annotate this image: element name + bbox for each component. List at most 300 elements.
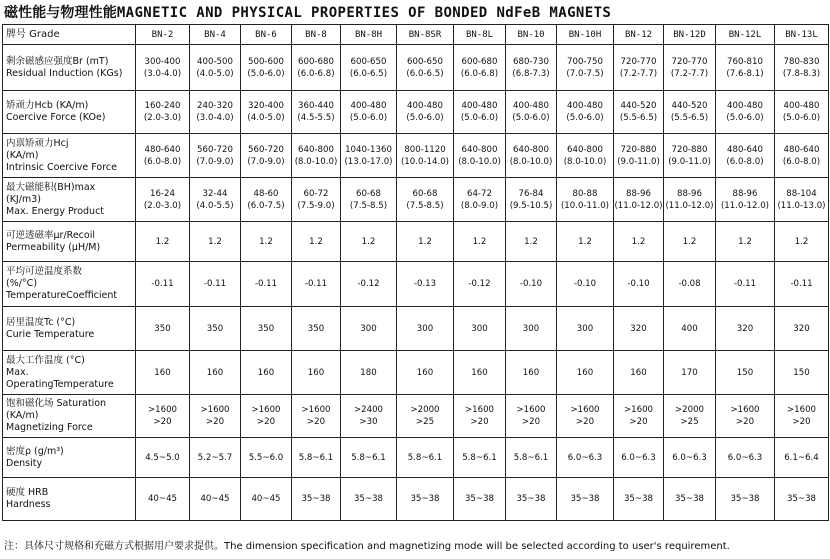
value-cell bbox=[506, 178, 557, 222]
value-primary: 360-440 bbox=[298, 101, 334, 111]
value-primary: -0.10 bbox=[627, 279, 650, 289]
value-primary: 400-480 bbox=[727, 101, 763, 111]
value-primary: 240-320 bbox=[197, 101, 233, 111]
value-cell bbox=[664, 438, 716, 478]
value-cell bbox=[614, 438, 664, 478]
value-secondary: (5.0-6.0) bbox=[566, 113, 604, 123]
value-primary: 300 bbox=[471, 323, 488, 334]
value-cell bbox=[775, 134, 829, 178]
property-label bbox=[3, 438, 136, 478]
value-primary: -0.12 bbox=[468, 279, 491, 289]
value-primary: >2000 bbox=[410, 405, 440, 415]
value-primary: 350 bbox=[307, 323, 325, 334]
property-label bbox=[3, 91, 136, 134]
value-cell bbox=[454, 351, 506, 395]
value-primary: 640-800 bbox=[461, 144, 498, 155]
value-primary: 350 bbox=[257, 323, 275, 334]
value-secondary: (13.0-17.0) bbox=[344, 156, 393, 167]
value-primary: -0.10 bbox=[519, 279, 543, 289]
value-primary: 76-84 bbox=[518, 188, 544, 199]
value-cell bbox=[136, 351, 190, 395]
value-primary: 160 bbox=[522, 367, 540, 378]
table-row bbox=[3, 262, 829, 307]
property-label-en: OperatingTemperature bbox=[6, 378, 114, 390]
value-primary: 480-640 bbox=[144, 144, 181, 155]
property-label-en: TemperatureCoefficient bbox=[6, 290, 118, 301]
value-primary: 60-68 bbox=[356, 188, 381, 199]
grade-header-cell: BN-13L bbox=[775, 25, 829, 45]
value-secondary: (7.0-9.0) bbox=[196, 156, 234, 167]
value-primary: 35~38 bbox=[786, 494, 817, 504]
value-primary: 40~45 bbox=[147, 494, 178, 504]
value-primary: 160 bbox=[307, 367, 325, 378]
value-cell bbox=[397, 395, 454, 438]
value-cell bbox=[716, 351, 775, 395]
table-row bbox=[3, 45, 829, 91]
value-primary: 720-770 bbox=[671, 56, 708, 67]
value-cell bbox=[292, 222, 341, 262]
property-label-en: Residual Induction (KGs) bbox=[6, 67, 123, 79]
value-primary: 5.8~6.1 bbox=[462, 452, 497, 463]
value-primary: 400-480 bbox=[461, 101, 498, 111]
value-cell bbox=[614, 91, 664, 134]
value-secondary: (8.0-10.0) bbox=[294, 156, 338, 167]
property-label bbox=[3, 262, 136, 307]
table-row bbox=[3, 134, 829, 178]
value-cell bbox=[136, 91, 190, 134]
value-primary: 1.2 bbox=[682, 236, 697, 247]
value-primary: 400-480 bbox=[567, 101, 603, 111]
value-cell bbox=[506, 134, 557, 178]
value-primary: 6.0~6.3 bbox=[567, 452, 603, 463]
value-primary: >2400 bbox=[353, 405, 384, 415]
property-label-unit: (KA/m) bbox=[6, 149, 39, 161]
value-secondary: (7.5-8.5) bbox=[406, 200, 444, 211]
value-cell bbox=[292, 45, 341, 91]
value-primary: 800-1120 bbox=[404, 144, 446, 155]
value-cell bbox=[716, 262, 775, 307]
value-cell bbox=[614, 45, 664, 91]
value-primary: 680-730 bbox=[513, 56, 549, 67]
value-cell bbox=[716, 134, 775, 178]
value-primary: 5.8~6.1 bbox=[513, 452, 549, 463]
value-cell bbox=[241, 351, 292, 395]
value-cell bbox=[136, 45, 190, 91]
value-primary: 640-800 bbox=[298, 144, 334, 155]
value-primary: 150 bbox=[793, 367, 810, 378]
value-secondary: (11.0-12.0) bbox=[614, 200, 663, 211]
value-primary: 35~38 bbox=[623, 494, 654, 504]
value-primary: 400-480 bbox=[407, 101, 443, 111]
value-primary: 160 bbox=[416, 367, 434, 378]
value-primary: 1040-1360 bbox=[345, 144, 392, 155]
value-secondary: (5.0-6.0) bbox=[406, 113, 444, 123]
value-primary: -0.11 bbox=[254, 279, 278, 289]
value-cell bbox=[664, 134, 716, 178]
value-cell bbox=[136, 307, 190, 351]
value-cell bbox=[397, 351, 454, 395]
value-cell bbox=[292, 395, 341, 438]
value-primary: 560-720 bbox=[248, 144, 284, 155]
value-primary: 720-880 bbox=[620, 144, 657, 155]
value-primary: 5.8~6.1 bbox=[407, 452, 443, 463]
value-cell bbox=[614, 222, 664, 262]
value-primary: 40~45 bbox=[200, 494, 230, 504]
value-primary: 5.2~5.7 bbox=[197, 452, 233, 463]
value-cell bbox=[454, 395, 506, 438]
value-cell bbox=[190, 351, 241, 395]
value-secondary: (6.0-8.0) bbox=[782, 156, 821, 167]
value-primary: 5.8~6.1 bbox=[351, 452, 386, 463]
grade-header-cell: BN-6 bbox=[241, 25, 292, 45]
value-cell bbox=[557, 91, 614, 134]
value-primary: 180 bbox=[360, 367, 377, 378]
value-cell bbox=[716, 91, 775, 134]
property-label-en: Coercive Force (KOe) bbox=[6, 112, 106, 123]
value-cell bbox=[292, 262, 341, 307]
value-secondary: >20 bbox=[521, 417, 541, 427]
value-cell bbox=[664, 91, 716, 134]
value-cell bbox=[664, 262, 716, 307]
value-secondary: >25 bbox=[680, 417, 699, 427]
value-cell bbox=[341, 134, 397, 178]
value-cell bbox=[557, 307, 614, 351]
property-label-unit: (%/°C) bbox=[6, 278, 38, 289]
value-cell bbox=[557, 351, 614, 395]
value-primary: 160 bbox=[576, 367, 594, 378]
value-cell bbox=[136, 438, 190, 478]
value-primary: 400-500 bbox=[197, 56, 233, 67]
value-primary: 300 bbox=[522, 323, 540, 334]
table-row bbox=[3, 307, 829, 351]
value-cell bbox=[506, 262, 557, 307]
value-cell bbox=[557, 395, 614, 438]
value-primary: 350 bbox=[154, 323, 171, 334]
value-primary: 440-520 bbox=[620, 101, 657, 111]
value-cell bbox=[190, 478, 241, 521]
value-primary: -0.12 bbox=[357, 279, 380, 289]
value-primary: -0.13 bbox=[413, 279, 437, 289]
value-cell bbox=[454, 262, 506, 307]
value-cell bbox=[614, 178, 664, 222]
value-primary: 480-640 bbox=[727, 144, 763, 155]
grade-header-cell: BN-12 bbox=[614, 25, 664, 45]
value-primary: 160-240 bbox=[144, 101, 181, 111]
value-cell bbox=[136, 395, 190, 438]
value-secondary: (4.0-5.0) bbox=[247, 113, 285, 123]
value-cell bbox=[241, 478, 292, 521]
value-cell bbox=[716, 307, 775, 351]
property-label-zh: 可逆透磁率μr/Recoil bbox=[6, 229, 95, 241]
value-primary: 6.0~6.3 bbox=[727, 452, 763, 463]
value-cell bbox=[292, 178, 341, 222]
value-secondary: >20 bbox=[575, 417, 595, 427]
grade-header-cell: BN-8 bbox=[292, 25, 341, 45]
value-primary: 600-680 bbox=[461, 56, 498, 67]
value-secondary: >20 bbox=[256, 417, 276, 427]
value-primary: 88-104 bbox=[786, 188, 817, 199]
property-label-zh: 最大磁能积(BH)max bbox=[6, 181, 96, 193]
property-label-zh: 最大工作温度 (°C) bbox=[6, 354, 85, 366]
value-primary: 35~38 bbox=[353, 494, 384, 504]
value-primary: 1.2 bbox=[794, 236, 809, 247]
value-secondary: (6.0-8.0) bbox=[143, 156, 182, 167]
value-secondary: >30 bbox=[359, 417, 378, 427]
grade-header-cell: BN-8SR bbox=[397, 25, 454, 45]
value-cell bbox=[716, 178, 775, 222]
value-secondary: (2.0-3.0) bbox=[143, 200, 182, 211]
value-cell bbox=[341, 222, 397, 262]
value-secondary: (6.0-6.8) bbox=[460, 68, 499, 79]
value-cell bbox=[506, 91, 557, 134]
value-secondary: (9.0-11.0) bbox=[617, 156, 660, 167]
value-primary: 320 bbox=[793, 323, 810, 334]
value-cell bbox=[775, 395, 829, 438]
value-primary: 1.2 bbox=[472, 236, 487, 247]
value-cell bbox=[241, 262, 292, 307]
value-primary: >1600 bbox=[464, 405, 495, 415]
value-primary: 1.2 bbox=[155, 236, 170, 247]
value-cell bbox=[190, 307, 241, 351]
value-secondary: (4.5-5.5) bbox=[297, 113, 335, 123]
value-primary: 48-60 bbox=[253, 188, 279, 199]
value-cell bbox=[397, 134, 454, 178]
value-primary: 440-520 bbox=[671, 101, 708, 111]
value-secondary: >25 bbox=[415, 417, 435, 427]
value-primary: 170 bbox=[681, 367, 698, 378]
value-secondary: (4.0-5.0) bbox=[196, 68, 234, 79]
value-cell bbox=[397, 307, 454, 351]
value-cell bbox=[775, 91, 829, 134]
property-label bbox=[3, 45, 136, 91]
value-primary: >1600 bbox=[147, 405, 178, 415]
value-secondary: (4.0-5.5) bbox=[196, 200, 234, 211]
value-cell bbox=[716, 438, 775, 478]
grade-header-cell: BN-10H bbox=[557, 25, 614, 45]
value-secondary: (6.8-7.3) bbox=[512, 68, 550, 79]
value-cell bbox=[136, 178, 190, 222]
property-label-zh: 平均可逆温度系数 bbox=[6, 266, 83, 277]
value-cell bbox=[190, 395, 241, 438]
value-secondary: (7.8-8.3) bbox=[782, 68, 821, 79]
value-cell bbox=[716, 222, 775, 262]
value-cell bbox=[241, 307, 292, 351]
value-primary: 600-650 bbox=[350, 56, 387, 67]
value-primary: 16-24 bbox=[150, 188, 175, 199]
value-cell bbox=[775, 438, 829, 478]
value-primary: 6.0~6.3 bbox=[672, 452, 707, 463]
value-cell bbox=[341, 351, 397, 395]
value-cell bbox=[341, 307, 397, 351]
value-cell bbox=[557, 438, 614, 478]
value-secondary: (5.0-6.0) bbox=[460, 113, 499, 123]
value-cell bbox=[341, 478, 397, 521]
property-label-zh: 硬度 HRB bbox=[6, 487, 49, 498]
value-primary: 720-770 bbox=[620, 56, 657, 67]
value-primary: 35~38 bbox=[730, 494, 760, 504]
value-cell bbox=[614, 478, 664, 521]
value-cell bbox=[506, 438, 557, 478]
value-secondary: (7.0-9.0) bbox=[247, 156, 285, 167]
value-primary: 160 bbox=[630, 367, 647, 378]
value-cell bbox=[664, 222, 716, 262]
value-secondary: (11.0-12.0) bbox=[720, 200, 770, 211]
table-row bbox=[3, 351, 829, 395]
value-primary: -0.11 bbox=[304, 279, 328, 289]
value-cell bbox=[341, 45, 397, 91]
grade-header-cell: BN-12D bbox=[664, 25, 716, 45]
value-cell bbox=[190, 91, 241, 134]
value-secondary: (10.0-11.0) bbox=[560, 200, 610, 211]
value-cell bbox=[190, 438, 241, 478]
value-primary: 160 bbox=[206, 367, 224, 378]
value-cell bbox=[506, 222, 557, 262]
value-primary: 1.2 bbox=[309, 236, 323, 247]
value-secondary: (7.5-8.5) bbox=[349, 200, 388, 211]
value-primary: 160 bbox=[257, 367, 275, 378]
value-primary: 160 bbox=[154, 367, 171, 378]
property-label-unit: Max. bbox=[6, 366, 29, 378]
value-secondary: >20 bbox=[470, 417, 489, 427]
value-primary: 1.2 bbox=[524, 236, 538, 247]
value-secondary: (8.0-10.0) bbox=[509, 156, 553, 167]
property-label-en: Permeability (μH/M) bbox=[6, 241, 101, 253]
value-cell bbox=[506, 351, 557, 395]
property-label-zh: 居里温度Tc (°C) bbox=[6, 316, 76, 328]
value-secondary: >20 bbox=[735, 417, 755, 427]
value-secondary: (5.0-6.0) bbox=[349, 113, 388, 123]
value-secondary: (7.0-7.5) bbox=[566, 68, 604, 79]
value-primary: >1600 bbox=[570, 405, 600, 415]
value-primary: 320 bbox=[630, 323, 647, 334]
value-primary: 5.5~6.0 bbox=[248, 452, 284, 463]
value-secondary: (6.0-6.5) bbox=[406, 68, 444, 79]
value-primary: -0.11 bbox=[790, 279, 813, 289]
property-label-en: Curie Temperature bbox=[6, 328, 95, 340]
value-cell bbox=[241, 91, 292, 134]
value-primary: 150 bbox=[736, 367, 754, 378]
table-row bbox=[3, 395, 829, 438]
value-cell bbox=[341, 178, 397, 222]
value-primary: 400-480 bbox=[350, 101, 387, 111]
value-primary: -0.08 bbox=[678, 279, 701, 289]
value-secondary: (9.0-11.0) bbox=[668, 156, 711, 167]
table-row bbox=[3, 478, 829, 521]
value-cell bbox=[506, 45, 557, 91]
value-cell bbox=[664, 178, 716, 222]
value-secondary: (5.0-6.0) bbox=[782, 113, 821, 123]
value-cell bbox=[506, 478, 557, 521]
value-primary: 640-800 bbox=[513, 144, 549, 155]
value-secondary: >20 bbox=[629, 417, 648, 427]
value-primary: 700-750 bbox=[567, 56, 603, 67]
value-secondary: (8.0-10.0) bbox=[458, 156, 501, 167]
value-primary: 1.2 bbox=[259, 236, 273, 247]
value-primary: >1600 bbox=[516, 405, 546, 415]
value-cell bbox=[775, 178, 829, 222]
value-secondary: (7.2-7.7) bbox=[670, 68, 709, 79]
value-primary: >1600 bbox=[786, 405, 817, 415]
value-cell bbox=[190, 222, 241, 262]
value-primary: 480-640 bbox=[783, 144, 820, 155]
value-primary: 600-680 bbox=[298, 56, 334, 67]
value-primary: 6.0~6.3 bbox=[621, 452, 656, 463]
value-secondary: (9.5-10.5) bbox=[509, 200, 553, 211]
value-primary: 60-72 bbox=[303, 188, 329, 199]
value-primary: 560-720 bbox=[197, 144, 233, 155]
value-cell bbox=[341, 395, 397, 438]
value-primary: -0.11 bbox=[203, 279, 227, 289]
value-secondary: (7.6-8.1) bbox=[726, 68, 764, 79]
property-label bbox=[3, 222, 136, 262]
value-cell bbox=[716, 395, 775, 438]
value-primary: 32-44 bbox=[202, 188, 228, 199]
value-primary: 35~38 bbox=[301, 494, 331, 504]
value-cell bbox=[775, 45, 829, 91]
value-primary: 1.2 bbox=[738, 236, 752, 247]
property-label-zh: 矫顽力Hcb (KA/m) bbox=[6, 100, 89, 111]
value-cell bbox=[292, 478, 341, 521]
value-cell bbox=[557, 222, 614, 262]
value-secondary: (6.0-8.0) bbox=[726, 156, 764, 167]
grade-header-cell: BN-12L bbox=[716, 25, 775, 45]
table-row bbox=[3, 222, 829, 262]
value-primary: 640-800 bbox=[567, 144, 603, 155]
value-primary: 6.1~6.4 bbox=[784, 452, 819, 463]
value-cell bbox=[136, 134, 190, 178]
value-secondary: (2.0-3.0) bbox=[143, 113, 182, 123]
value-cell bbox=[614, 395, 664, 438]
properties-table bbox=[2, 24, 829, 521]
value-primary: 40~45 bbox=[251, 494, 281, 504]
value-primary: 88-96 bbox=[677, 188, 702, 199]
property-label-en: Density bbox=[6, 457, 43, 469]
value-primary: 400-480 bbox=[513, 101, 549, 111]
value-cell bbox=[614, 262, 664, 307]
value-secondary: (5.5-6.5) bbox=[670, 113, 709, 123]
value-primary: >1600 bbox=[623, 405, 654, 415]
value-cell bbox=[506, 395, 557, 438]
value-primary: >2000 bbox=[674, 405, 705, 415]
value-secondary: (5.0-6.0) bbox=[247, 68, 285, 79]
property-label-zh: 饱和磁化场 Saturation bbox=[6, 398, 107, 409]
table-row bbox=[3, 438, 829, 478]
value-primary: 35~38 bbox=[410, 494, 440, 504]
value-primary: 300 bbox=[360, 323, 377, 334]
table-body bbox=[3, 45, 829, 521]
value-primary: 35~38 bbox=[464, 494, 495, 504]
property-label-zh: 剩余磁感应强度Br (mT) bbox=[6, 55, 109, 67]
value-cell bbox=[614, 134, 664, 178]
value-cell bbox=[292, 351, 341, 395]
footnote: 注：具体尺寸规格和充磁方式根据用户要求提供。The dimension specification and magnetizing mode will be selected according to user's requirement. bbox=[4, 541, 730, 552]
value-cell bbox=[506, 307, 557, 351]
property-label-en: Intrinsic Coercive Force bbox=[6, 161, 117, 173]
value-secondary: (5.5-6.5) bbox=[619, 113, 658, 123]
value-primary: 80-88 bbox=[572, 188, 598, 199]
value-cell bbox=[557, 178, 614, 222]
property-label bbox=[3, 395, 136, 438]
value-primary: 1.2 bbox=[578, 236, 592, 247]
value-primary: -0.10 bbox=[573, 279, 597, 289]
value-primary: -0.11 bbox=[733, 279, 757, 289]
value-primary: 88-96 bbox=[732, 188, 758, 199]
property-label-en: Max. Energy Product bbox=[6, 205, 105, 217]
value-primary: 320 bbox=[736, 323, 754, 334]
value-cell bbox=[397, 45, 454, 91]
value-cell bbox=[397, 262, 454, 307]
property-label bbox=[3, 178, 136, 222]
